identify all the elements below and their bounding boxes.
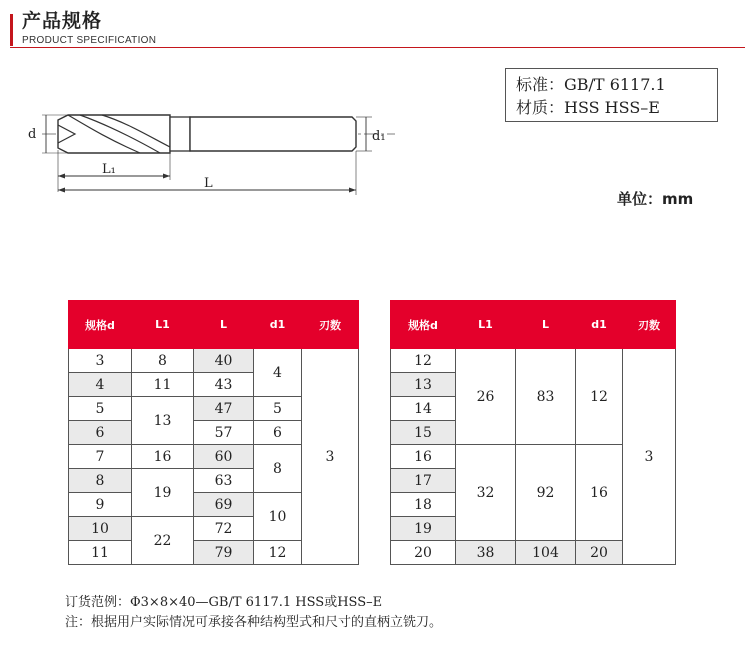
cell-d1: 10 [254, 493, 302, 541]
cell-L1: 19 [132, 469, 194, 517]
cell-L: 104 [516, 541, 576, 565]
cell-d1: 6 [254, 421, 302, 445]
cell-d: 6 [69, 421, 132, 445]
cell-L1: 16 [132, 445, 194, 469]
cell-d: 7 [69, 445, 132, 469]
cell-d1: 8 [254, 445, 302, 493]
cell-d1: 12 [254, 541, 302, 565]
table-header-row [391, 301, 676, 349]
header-flutes: 刃数 [302, 301, 359, 349]
cell-L: 57 [194, 421, 254, 445]
cell-d: 20 [391, 541, 456, 565]
standard-line: 标准：GB/T 6117.1 [516, 75, 666, 94]
header-d1: d1 [254, 301, 302, 349]
cell-d1: 16 [576, 445, 623, 541]
header-L1: L1 [456, 301, 516, 349]
cell-L: 47 [194, 397, 254, 421]
header-L: L [194, 301, 254, 349]
spec-table-right [390, 300, 676, 565]
unit-label: 单位：mm [617, 190, 694, 208]
header-d1: d1 [576, 301, 623, 349]
order-example: 订货范例：Φ3×8×40—GB/T 6117.1 HSS或HSS–E [65, 595, 383, 610]
header-accent-bar [10, 14, 13, 46]
page-subtitle: PRODUCT SPECIFICATION [22, 35, 157, 46]
cell-L1: 38 [456, 541, 516, 565]
table-row [391, 349, 676, 373]
cell-d: 18 [391, 493, 456, 517]
section-header [0, 0, 750, 55]
cell-L1: 13 [132, 397, 194, 445]
cell-L1: 26 [456, 349, 516, 445]
shank-section [190, 117, 356, 151]
header-d: 规格d [391, 301, 456, 349]
table-header-row [69, 301, 359, 349]
remark-note: 注：根据用户实际情况可承接各种结构型式和尺寸的直柄立铣刀。 [65, 615, 443, 630]
cell-d1: 5 [254, 397, 302, 421]
end-mill-drawing [20, 100, 400, 205]
cell-L: 79 [194, 541, 254, 565]
cell-L: 40 [194, 349, 254, 373]
header-divider [10, 47, 745, 48]
spec-table-left [68, 300, 359, 565]
cell-flutes: 3 [623, 349, 676, 565]
cell-d: 5 [69, 397, 132, 421]
cell-d1: 20 [576, 541, 623, 565]
cell-d: 9 [69, 493, 132, 517]
cell-d: 12 [391, 349, 456, 373]
dim-d1-label: d₁ [372, 129, 386, 144]
cell-d: 10 [69, 517, 132, 541]
cell-d1: 12 [576, 349, 623, 445]
notes-section [65, 593, 442, 633]
cell-d: 16 [391, 445, 456, 469]
cell-L: 72 [194, 517, 254, 541]
material-line: 材质：HSS HSS–E [516, 98, 660, 117]
dim-d-label: d [28, 127, 37, 142]
header-d: 规格d [69, 301, 132, 349]
cell-L: 69 [194, 493, 254, 517]
cell-d: 19 [391, 517, 456, 541]
dim-L-label: L [204, 176, 213, 191]
table-row [69, 349, 359, 373]
header-L: L [516, 301, 576, 349]
neck-section [170, 117, 190, 151]
cell-flutes: 3 [302, 349, 359, 565]
cell-d: 8 [69, 469, 132, 493]
header-flutes: 刃数 [623, 301, 676, 349]
cell-L: 63 [194, 469, 254, 493]
cell-L: 60 [194, 445, 254, 469]
header-L1: L1 [132, 301, 194, 349]
cell-L: 43 [194, 373, 254, 397]
cell-d: 3 [69, 349, 132, 373]
cell-d1: 4 [254, 349, 302, 397]
cell-d: 4 [69, 373, 132, 397]
cell-d: 15 [391, 421, 456, 445]
cell-d: 11 [69, 541, 132, 565]
cell-d: 13 [391, 373, 456, 397]
cell-L1: 32 [456, 445, 516, 541]
cell-d: 17 [391, 469, 456, 493]
cell-d: 14 [391, 397, 456, 421]
page-title: 产品规格 [22, 10, 103, 32]
cell-L1: 8 [132, 349, 194, 373]
cell-L1: 22 [132, 517, 194, 565]
cell-L: 83 [516, 349, 576, 445]
dim-L1-label: L₁ [102, 162, 116, 177]
cell-L1: 11 [132, 373, 194, 397]
standard-info-box [505, 68, 718, 122]
cell-L: 92 [516, 445, 576, 541]
